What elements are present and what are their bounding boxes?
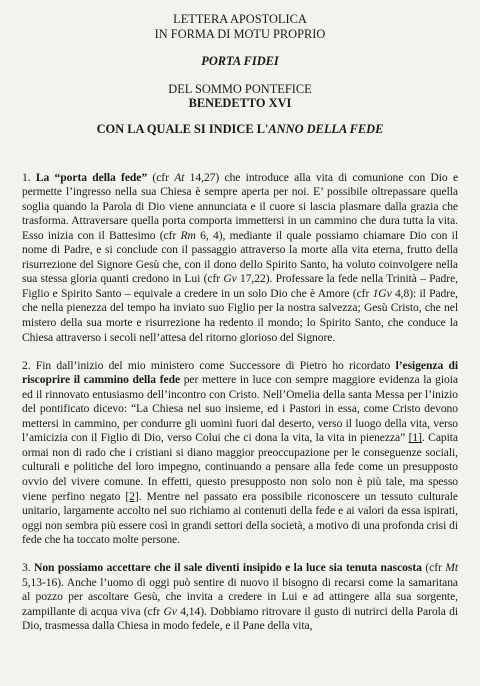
document-header [22, 12, 458, 137]
header-line-author: BENEDETTO XVI [188, 96, 292, 111]
footnote-link-1[interactable]: [1] [408, 432, 422, 445]
paragraph-3: 3. Non possiamo accettare che il sale diventi insipido e la luce sia tenuta nascosta (cfr Mt 5,13-16). Anche l’uomo di oggi può sentire di nuovo il bisogno di recarsi come la samaritana al pozzo per ascoltare Gesù, che invita a credere in Lui e ad attingere alla sua sorgente, zampillante di acqua viva (cfr Gv 4,14). Dobbiamo ritrovare il gusto di nutrirci della Parola di Dio, trasmessa dalla Chiesa in modo fedele, e il Pane della vita, [22, 562, 458, 633]
header-line-forma: IN FORMA DI MOTU PROPRIO [154, 26, 326, 41]
paragraph-2: 2. Fin dall’inizio del mio ministero come Successore di Pietro ho ricordato l’esigenza di riscoprire il cammino della fede per mettere in luce con sempre maggiore evidenza la gioia ed il rinnovato entusiasmo dell’incontro con Cristo. Nell’Omelia della santa Messa per l’inizio del pontificato dicevo: “La Chiesa nel suo insieme, ed i Pastori in essa, come Cristo devono mettersi in cammino, per condurre gli uomini fuori dal deserto, verso il luogo della vita, verso l’amicizia con il Figlio di Dio, verso Colui che ci dona la vita, la vita in pienezza” [1]. Capita ormai non di rado che i cristiani si diano maggior preoccupazione per le conseguenze sociali, culturali e politiche del loro impegno, continuando a pensare alla fede come un presupposto ovvio del vivere comune. In effetti, questo presupposto non solo non è più tale, ma spesso viene perfino negato [2]. Mentre nel passato era possibile riconoscere un tessuto culturale unitario, largamente accolto nel suo richiamo ai contenuti della fede e ai valori da essa ispirati, oggi non sembra più essere così in grandi settori della società, a motivo di una profonda crisi di fede che ha toccato molte persone. [22, 359, 459, 547]
footnote-link-2[interactable]: [2] [125, 490, 139, 503]
paragraph-1: 1. La “porta della fede” (cfr At 14,27) che introduce alla vita di comunione con Dio e permette l’ingresso nella sua Chiesa è sempre aperta per noi. E’ possibile oltrepassare quella soglia quando la Parola di Dio viene annunciata e il cuore si lascia plasmare dalla grazia che trasforma. Attraversare quella porta comporta immettersi in un cammino che dura tutta la vita. Esso inizia con il Battesimo (cfr Rm 6, 4), mediante il quale possiamo chiamare Dio con il nome di Padre, e si conclude con il passaggio attraverso la morte alla vita eterna, frutto della risurrezione del Signore Gesù che, con il dono dello Spirito Santo, ha voluto coinvolgere nella sua stessa gloria quanti credono in Lui (cfr Gv 17,22). Professare la fede nella Trinità – Padre, Figlio e Spirito Santo – equivale a credere in un solo Dio che è Amore (cfr 1Gv 4,8): il Padre, che nella pienezza del tempo ha inviato suo Figlio per la nostra salvezza; Gesù Cristo, che nel mistero della sua morte e risurrezione ha redento il mondo; lo Spirito Santo, che conduce la Chiesa attraverso i secoli nell’attesa del ritorno glorioso del Signore. [22, 171, 459, 344]
header-line-pontefice: DEL SOMMO PONTEFICE [168, 81, 312, 96]
document-title: PORTA FIDEI [201, 54, 279, 69]
header-line-subject: CON LA QUALE SI INDICE L'ANNO DELLA FEDE [96, 121, 384, 136]
document-body [22, 171, 458, 634]
header-line-lettera: LETTERA APOSTOLICA [173, 12, 307, 26]
